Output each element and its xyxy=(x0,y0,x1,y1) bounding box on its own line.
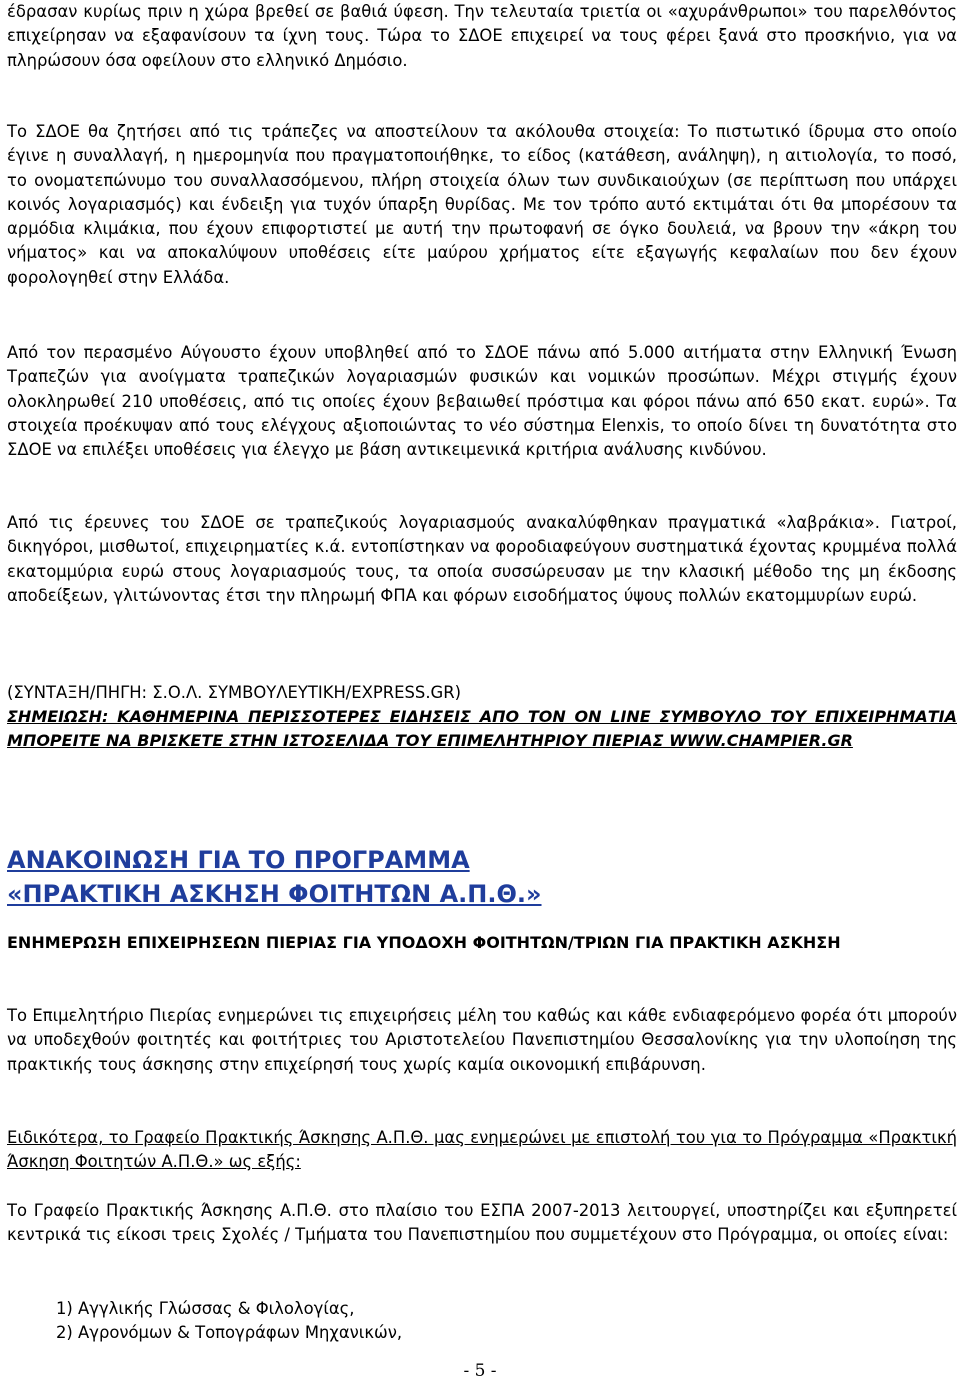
announcement-paragraph-3: Το Γραφείο Πρακτικής Άσκησης Α.Π.Θ. στο πλαίσιο του ΕΣΠΑ 2007-2013 λειτουργεί, υποστηρίζει και εξυπηρετεί κεντρικά τις είκοσι τρεις Σχολές / Τμήματα του Πανεπιστημίου που συμμετέχουν στο Πρόγραμμα, οι οποίες είναι: xyxy=(7,1201,957,1245)
note-paragraph: ΣΗΜΕΙΩΣΗ: ΚΑΘΗΜΕΡΙΝΑ ΠΕΡΙΣΣΟΤΕΡΕΣ ΕΙΔΗΣΕΙΣ ΑΠΟ ΤΟΝ ON LINE ΣΥΜΒΟΥΛΟ ΤΟΥ ΕΠΙΧΕΙΡΗΜΑΤΙΑ ΜΠΟΡΕΙΤΕ ΝΑ ΒΡΙΣΚΕΤΕ ΣΤΗΝ ΙΣΤΟΣΕΛΙΔΑ ΤΟΥ ΕΠΙΜΕΛΗΤΗΡΙΟΥ ΠΙΕΡΙΑΣ WWW.CHAMPIER.GR xyxy=(7,707,957,751)
paragraph-bank-data: Το ΣΔΟΕ θα ζητήσει από τις τράπεζες να αποστείλουν τα ακόλουθα στοιχεία: Το πιστωτικό ίδρυμα στο οποίο έγινε η συναλλαγή, η ημερομηνία που πραγματοποιήθηκε, το είδος (κατάθεση, ανάληψη), η αιτιολογία, το ποσό, το ονοματεπώνυμο του συναλλασσόμενου, πλήρη στοιχεία όλων των συνδικαιούχων (σε περίπτωση που υπάρχει κοινός λογαριασμός) και ένδειξη για τυχόν ύπαρξη θυρίδας. Με τον τρόπο αυτό εκτιμάται ότι θα μπορέσουν τα αρμόδια κλιμάκια, που έχουν επιφορτιστεί με αυτή την πρωτοφανή σε όγκο δουλειά, να βρουν την «άκρη του νήματος» και να αποκαλύψουν υποθέσεις είτε μαύρου χρήματος είτε εξαγωγής κεφαλαίων που δεν έχουν φορολογηθεί στην Ελλάδα. xyxy=(7,122,957,287)
paragraph-requests: Από τον περασμένο Αύγουστο έχουν υποβληθεί από το ΣΔΟΕ πάνω από 5.000 αιτήματα στην Ελληνική Ένωση Τραπεζών για ανοίγματα τραπεζικών λογαριασμών φυσικών και νομικών προσώπων. Μέχρι στιγμής έχουν ολοκληρωθεί 210 υποθέσεις, από τις οποίες έχουν βεβαιωθεί πρόστιμα και φόροι πάνω από 650 εκατ. ευρώ». Τα στοιχεία προέκυψαν από τους ελέγχους αξιοποιώντας το νέο σύστημα Elenxis, το οποίο δίνει τη δυνατότητα στο ΣΔΟΕ να επιλέξει υποθέσεις για έλεγχο με βάση αντικειμενικά κριτήρια ανάλυσης κινδύνου. xyxy=(7,343,957,460)
source-line: (ΣΥΝΤΑΞΗ/ΠΗΓΗ: Σ.Ο.Λ. ΣΥΜΒΟΥΛΕΥΤΙΚΗ/EXPRESS.GR) xyxy=(7,683,462,702)
paragraph-intro: έδρασαν κυρίως πριν η χώρα βρεθεί σε βαθιά ύφεση. Την τελευταία τριετία οι «αχυράνθρωποι» του παρελθόντος επιχείρησαν να εξαφανίσουν τα ίχνη τους. Τώρα το ΣΔΟΕ επιχειρεί να τους φέρει ξανά στο προσκήνιο, για να πληρώσουν όσα οφείλουν στο ελληνικό Δημόσιο. xyxy=(7,2,957,70)
page-number: - 5 - xyxy=(463,1361,497,1381)
paragraph-findings: Από τις έρευνες του ΣΔΟΕ σε τραπεζικούς λογαριασμούς ανακαλύφθηκαν πραγματικά «λαβράκια». Γιατροί, δικηγόροι, μισθωτοί, επιχειρηματίες κ.ά. εντοπίστηκαν να φοροδιαφεύγουν συστηματικά έχοντας κρυμμένα πολλά εκατομμύρια ευρώ στους λογαριασμούς τους, τα οποία συσσώρευσαν με την κλασική μέθοδο της μη έκδοσης αποδείξεων, γλιτώνοντας έτσι την πληρωμή ΦΠΑ και φόρων εισοδήματος ύψους πολλών εκατομμυρίων ευρώ. xyxy=(7,513,957,605)
list-item: 2) Αγρονόμων & Τοπογράφων Μηχανικών, xyxy=(56,1323,403,1343)
announcement-title-line2: «ΠΡΑΚΤΙΚΗ ΑΣΚΗΣΗ ΦΟΙΤΗΤΩΝ Α.Π.Θ.» xyxy=(7,880,542,908)
announcement-paragraph-2: Ειδικότερα, το Γραφείο Πρακτικής Άσκησης Α.Π.Θ. μας ενημερώνει με επιστολή του για το Πρόγραμμα «Πρακτική Άσκηση Φοιτητών Α.Π.Θ.» ως εξής: xyxy=(7,1128,957,1172)
school-list xyxy=(56,1297,656,1346)
announcement-paragraph-1: Το Επιμελητήριο Πιερίας ενημερώνει τις επιχειρήσεις μέλη του καθώς και κάθε ενδιαφερόμενο φορέα ότι μπορούν να υποδεχθούν φοιτητές και φοιτήτριες του Αριστοτελείου Πανεπιστημίου Θεσσαλονίκης για την υλοποίηση της πρακτικής τους άσκησης στην επιχείρησή τους χωρίς καμία οικονομική επιβάρυνση. xyxy=(7,1006,957,1074)
announcement-subheading: ΕΝΗΜΕΡΩΣΗ ΕΠΙΧΕΙΡΗΣΕΩΝ ΠΙΕΡΙΑΣ ΓΙΑ ΥΠΟΔΟΧΗ ΦΟΙΤΗΤΩΝ/ΤΡΙΩΝ ΓΙΑ ΠΡΑΚΤΙΚΗ ΑΣΚΗΣΗ xyxy=(7,933,841,952)
announcement-title-line1: ΑΝΑΚΟΙΝΩΣΗ ΓΙΑ ΤΟ ΠΡΟΓΡΑΜΜΑ xyxy=(7,846,470,874)
list-item: 1) Αγγλικής Γλώσσας & Φιλολογίας, xyxy=(56,1299,355,1318)
